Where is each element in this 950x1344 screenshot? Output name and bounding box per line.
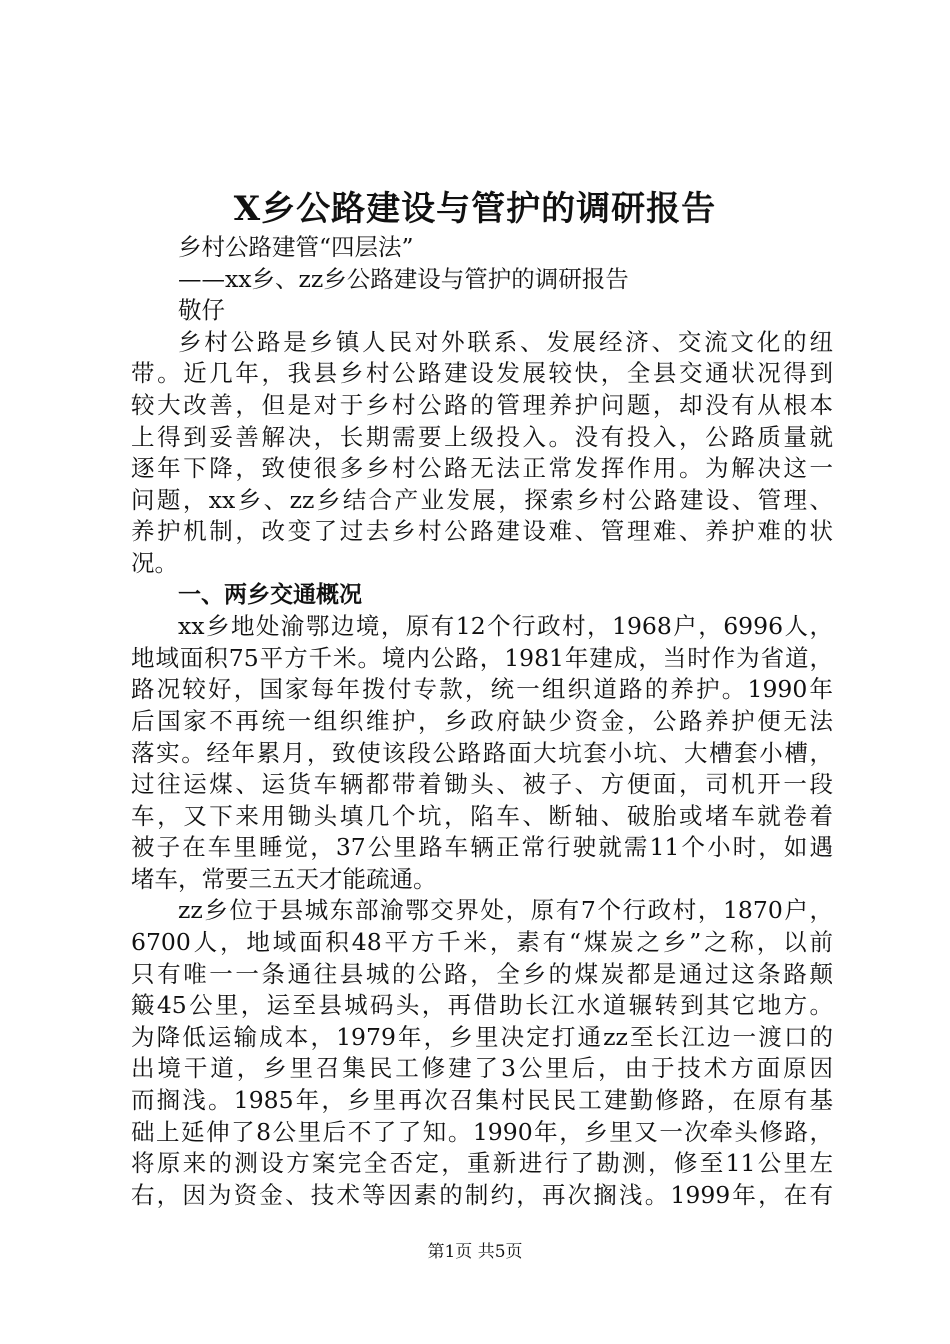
intro-line: 较大改善，但是对于乡村公路的管理养护问题，却没有从根本	[131, 390, 833, 419]
paragraph-line: 后国家不再统一组织维护，乡政府缺少资金，公路养护便无法	[131, 706, 833, 735]
intro-line: 带。近几年，我县乡村公路建设发展较快，全县交通状况得到	[131, 359, 833, 388]
paragraph-line: 只有唯一一条通往县城的公路，全乡的煤炭都是通过这条路颠	[131, 959, 833, 988]
paragraph-line: 右，因为资金、技术等因素的制约，再次搁浅。1999年，在有	[131, 1180, 833, 1209]
intro-line: 上得到妥善解决，长期需要上级投入。没有投入，公路质量就	[131, 422, 833, 451]
intro-line: 况。	[131, 548, 178, 577]
intro-line: 乡村公路是乡镇人民对外联系、发展经济、交流文化的纽	[178, 327, 833, 356]
paragraph-line: 为降低运输成本，1979年，乡里决定打通zz至长江边一渡口的	[131, 1022, 833, 1051]
document-body	[131, 232, 833, 1211]
paragraph-line: 础上延伸了8公里后不了了知。1990年，乡里又一次牵头修路，	[131, 1117, 833, 1146]
paragraph-line: 而搁浅。1985年，乡里再次召集村民民工建勤修路，在原有基	[131, 1086, 833, 1115]
paragraph-line: xx乡地处渝鄂边境，原有12个行政村，1968户，6996人，	[178, 612, 833, 641]
paragraph-line: 过往运煤、运货车辆都带着锄头、被子、方便面，司机开一段	[131, 770, 833, 799]
paragraph-line: 6700人，地域面积48平方千米，素有“煤炭之乡”之称，以前	[131, 928, 833, 957]
paragraph-line: 车，又下来用锄头填几个坑，陷车、断轴、破胎或堵车就卷着	[131, 801, 833, 830]
paragraph-line: 路况较好，国家每年拨付专款，统一组织道路的养护。1990年	[131, 675, 833, 704]
paragraph-line: 出境干道，乡里召集民工修建了3公里后，由于技术方面原因	[131, 1054, 833, 1083]
paragraph-line: 将原来的测设方案完全否定，重新进行了勘测，修至11公里左	[131, 1149, 833, 1178]
intro-line: 逐年下降，致使很多乡村公路无法正常发挥作用。为解决这一	[131, 454, 833, 483]
paragraph-line: zz乡位于县城东部渝鄂交界处，原有7个行政村，1870户，	[178, 896, 833, 925]
intro-line: 养护机制，改变了过去乡村公路建设难、管理难、养护难的状	[131, 517, 833, 546]
paragraph-line: 堵车，常要三五天才能疏通。	[131, 864, 437, 893]
document-title: X乡公路建设与管护的调研报告	[233, 189, 717, 229]
section-heading: 一、两乡交通概况	[178, 581, 362, 608]
subtitle-line-2: ——xx乡、zz乡公路建设与管护的调研报告	[178, 264, 629, 293]
page-footer: 第1页 共5页	[427, 1242, 523, 1262]
paragraph-line: 地域面积75平方千米。境内公路，1981年建成，当时作为省道，	[131, 643, 833, 672]
paragraph-line: 落实。经年累月，致使该段公路路面大坑套小坑、大槽套小槽，	[131, 738, 833, 767]
intro-line: 问题，xx乡、zz乡结合产业发展，探索乡村公路建设、管理、	[131, 485, 833, 514]
subtitle-line: 乡村公路建管“四层法”	[178, 233, 414, 261]
paragraph-line: 被子在车里睡觉，37公里路车辆正常行驶就需11个小时，如遇	[131, 833, 833, 862]
paragraph-line: 簸45公里，运至县城码头，再借助长江水道辗转到其它地方。	[131, 991, 833, 1020]
author-line: 敬仔	[178, 296, 225, 325]
